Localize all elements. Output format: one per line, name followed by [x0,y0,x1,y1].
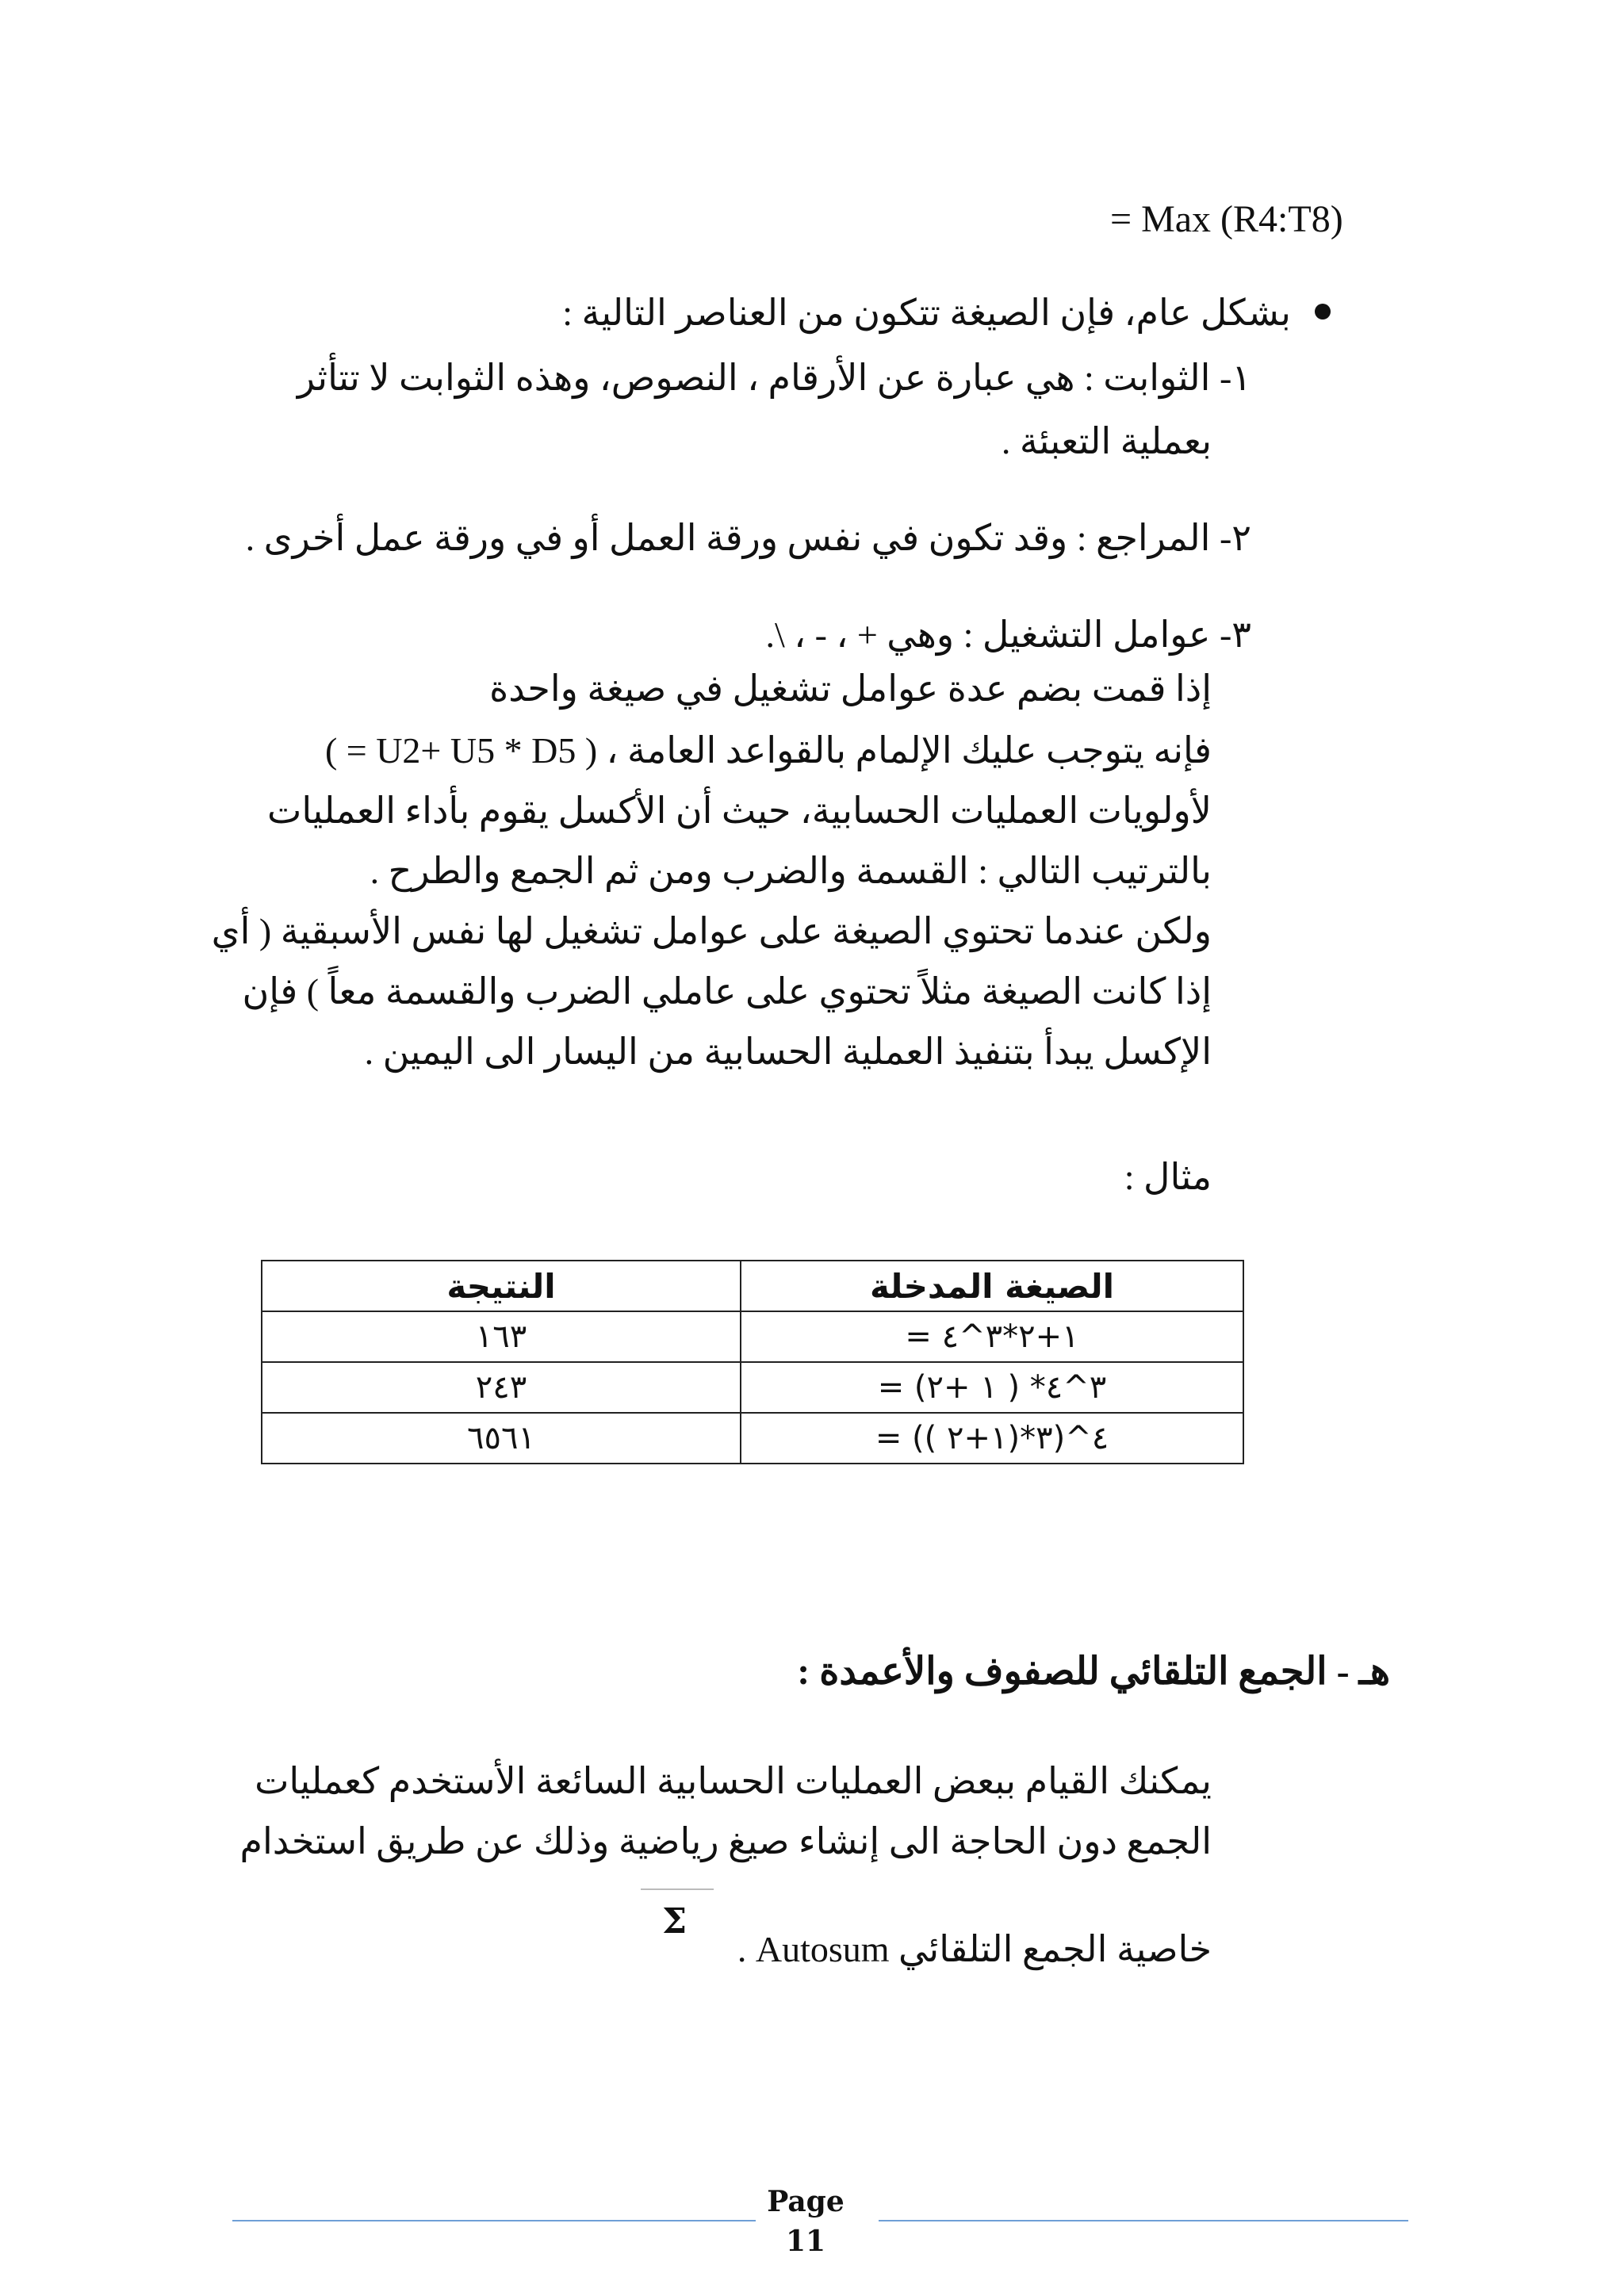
table-header-row [262,1261,1243,1311]
header-result: النتيجة [262,1261,741,1311]
item3-line2: إذا قمت بضم عدة عوامل تشغيل في صيغة واحدة [489,668,1212,709]
item3-line5: بالترتيب التالي : القسمة والضرب ومن ثم الجمع والطرح . [370,851,1212,891]
formula-cell: = (( ١+٢)*٣)^٤ [741,1413,1243,1464]
footer-rule-left [232,2220,756,2221]
item3-line7: إذا كانت الصيغة مثلاً تحتوي على عاملي الضرب والقسمة معاً ) فإن [242,971,1212,1012]
formula-cell: = (١ +٢ ) *٣^٤ [741,1362,1243,1413]
item1-line2: بعملية التعبئة . [1001,421,1212,461]
table-row [262,1413,1243,1464]
sigma-icon: Σ [662,1901,688,1942]
result-cell: ٦٥٦١ [262,1413,741,1464]
item3-line8: الإكسل يبدأ بتنفيذ العملية الحسابية من اليسار الى اليمين . [364,1031,1212,1072]
formula-cell: = ١+٢*٣^٤ [741,1311,1243,1362]
item1-line1: ١- الثوابت : هي عبارة عن الأرقام ، النصوص، وهذه الثوابت لا تتأثر [297,358,1251,398]
section-heading: هـ - الجمع التلقائي للصفوف والأعمدة : [797,1651,1390,1693]
section-h-line2: الجمع دون الحاجة الى إنشاء صيغ رياضية وذلك عن طريق استخدام [239,1821,1212,1862]
formula-example: = Max (R4:T8) [1110,198,1343,240]
item3-line4: لأولويات العمليات الحسابية، حيث أن الأكسل يقوم بأداء العمليات [267,790,1212,831]
item2-line1: ٢- المراجع : وقد تكون في نفس ورقة العمل أو في ورقة عمل أخرى . [245,518,1251,558]
footer-page-number: 11 [785,2225,826,2258]
footer-page-word: Page [767,2185,845,2218]
section-h-line1: يمكنك القيام ببعض العمليات الحسابية السائعة الأستخدم كعمليات [255,1761,1212,1801]
header-formula: الصيغة المدخلة [741,1261,1243,1311]
intro-bullet-text: بشكل عام، فإن الصيغة تتكون من العناصر التالية : [562,293,1291,333]
table-row [262,1362,1243,1413]
result-cell: ٢٤٣ [262,1362,741,1413]
footer-rule-right [879,2220,1408,2221]
item3-line1: ٣- عوامل التشغيل : وهي + ، - ، \. [765,614,1251,655]
formula-results-table [261,1260,1244,1464]
example-label: مثال : [1124,1157,1212,1197]
result-cell: ١٦٣ [262,1311,741,1362]
item3-line6: ولكن عندما تحتوي الصيغة على عوامل تشغيل لها نفس الأسبقية ( أي [211,911,1212,951]
item3-line3: ( = U2+ U5 * D5 ) ، فإنه يتوجب عليك الإلمام بالقواعد العامة [324,730,1212,771]
sigma-divider [641,1888,714,1890]
table-row [262,1311,1243,1362]
bullet-icon [1315,304,1331,320]
section-h-line3: خاصية الجمع التلقائي Autosum . [737,1929,1212,1969]
